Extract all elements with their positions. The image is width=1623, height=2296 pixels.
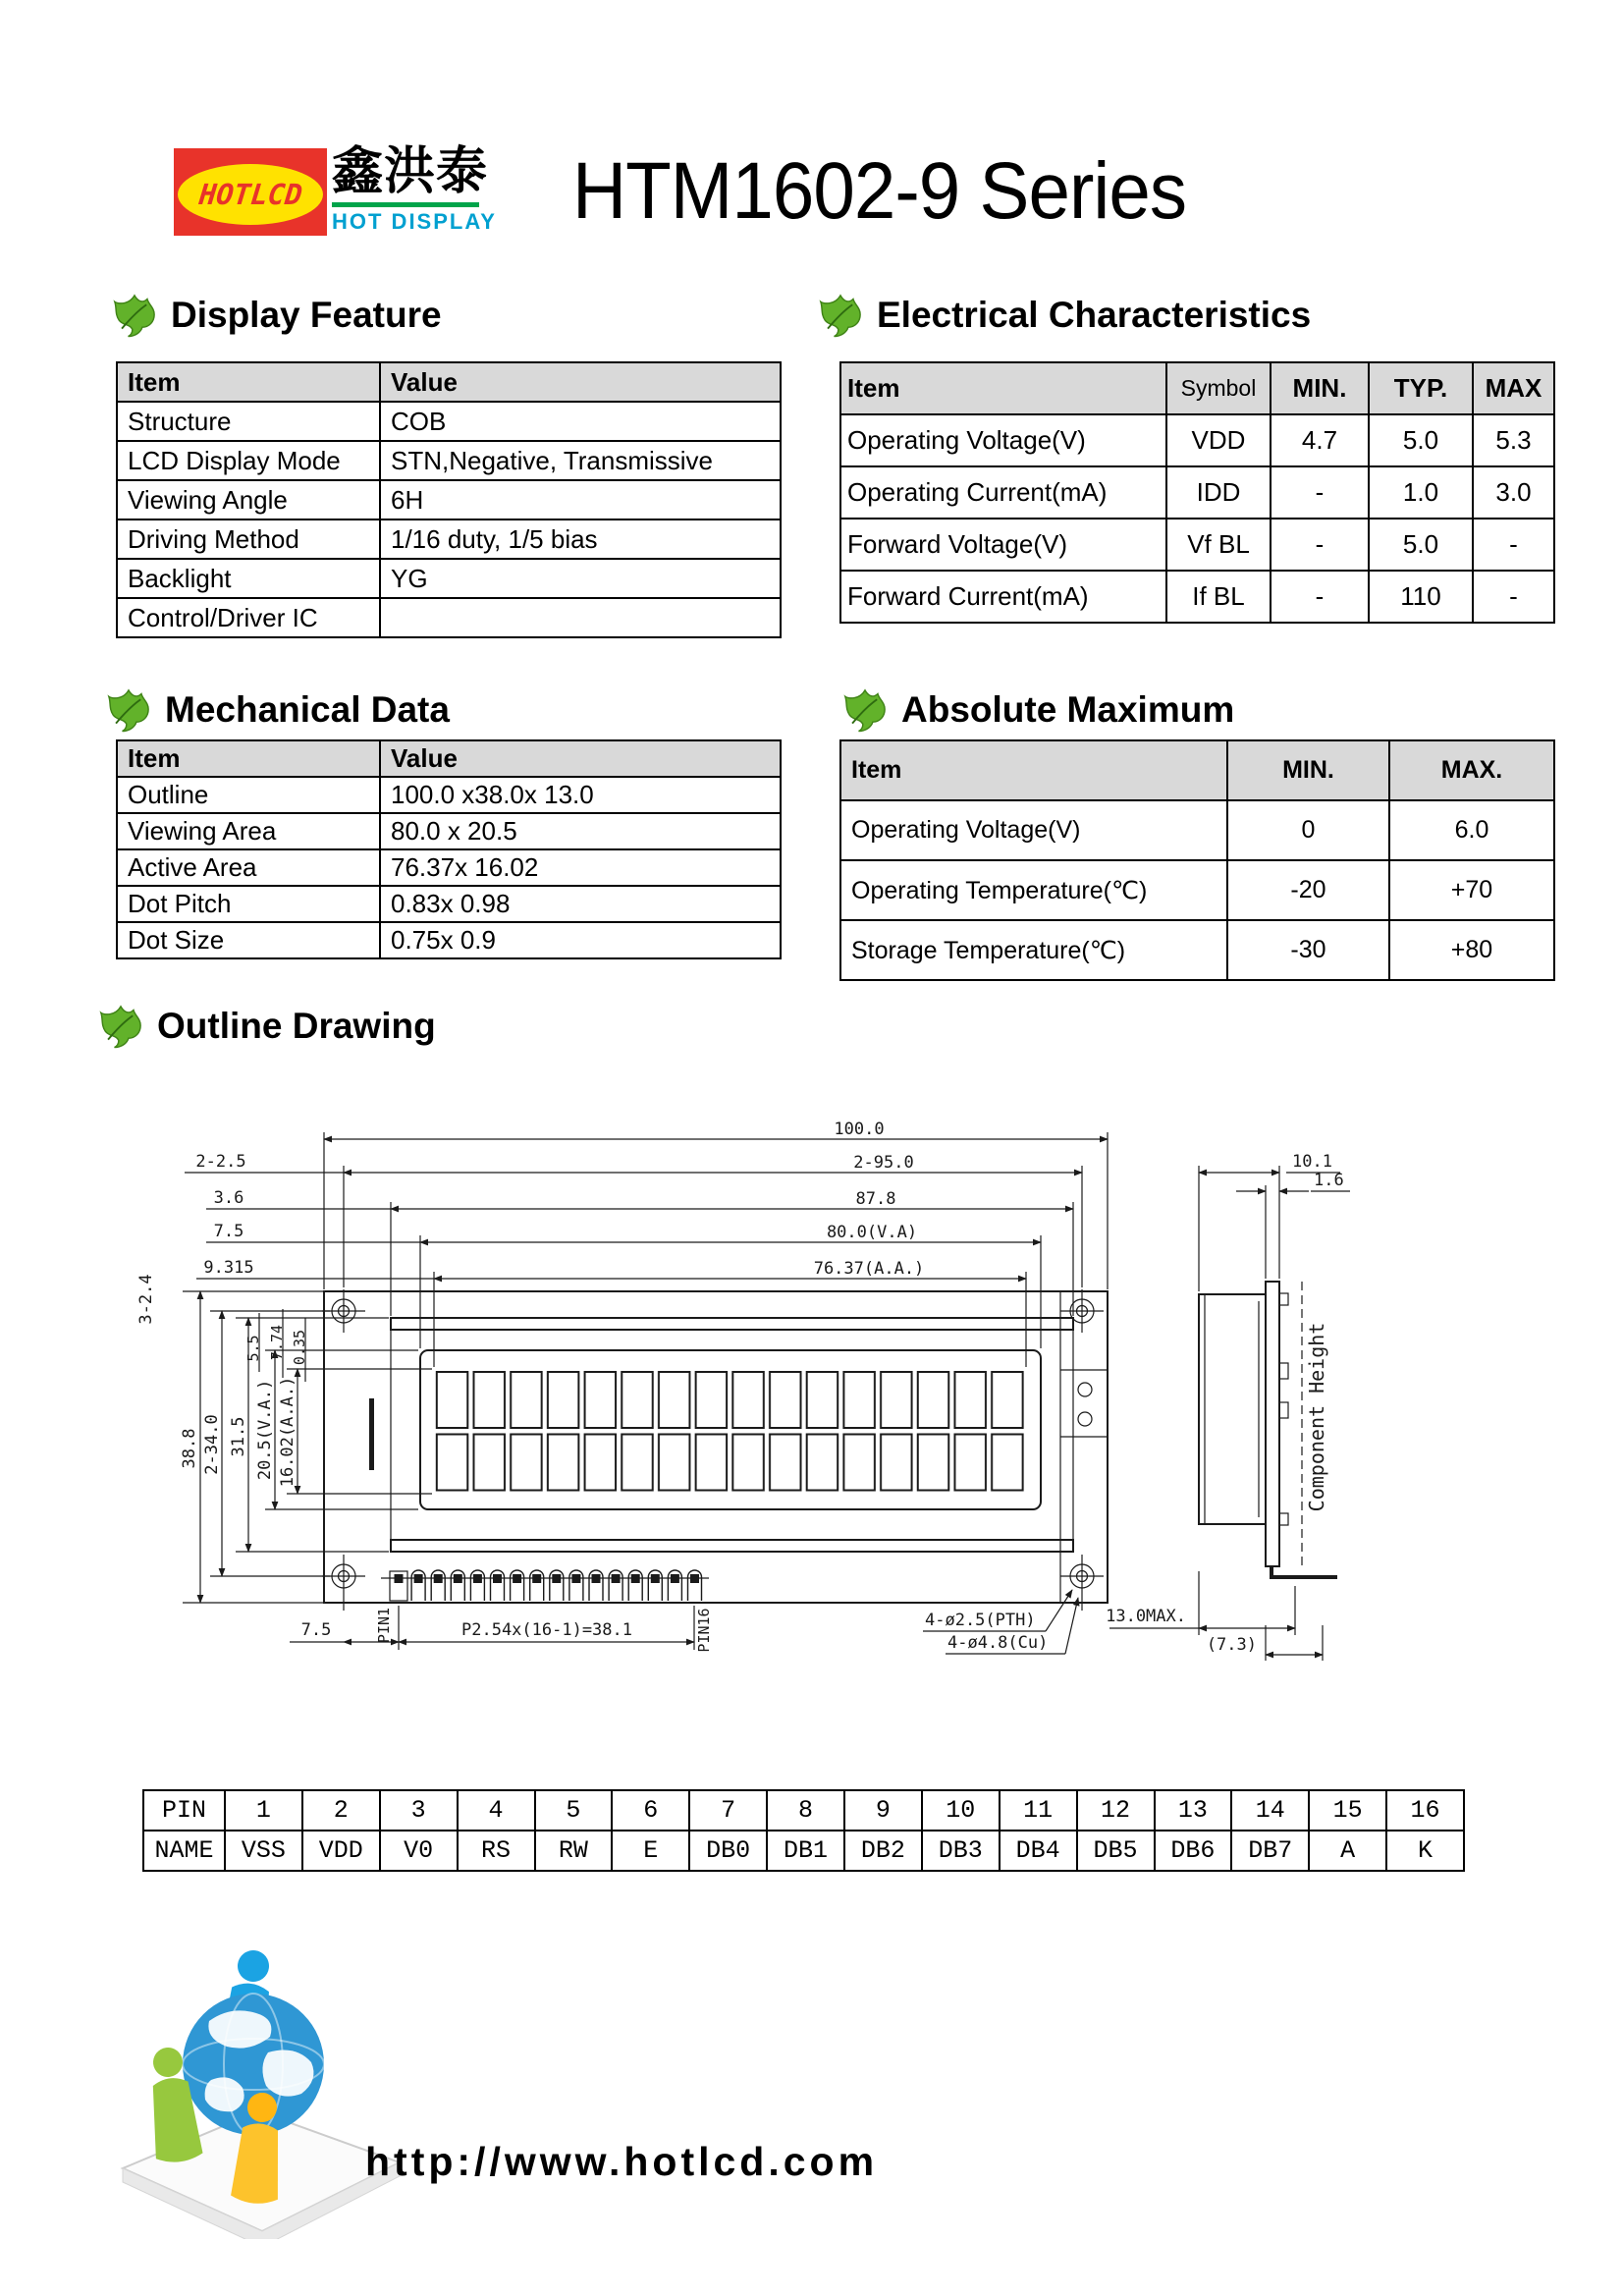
cell: 76.37x 16.02	[380, 849, 781, 886]
section-title: Display Feature	[171, 295, 442, 335]
logo-ellipse	[178, 164, 323, 225]
cell: LCD Display Mode	[117, 441, 380, 480]
section-mechanical	[106, 687, 450, 733]
cell: VDD	[1166, 414, 1271, 466]
cell: V0	[380, 1831, 458, 1871]
cell: Operating Voltage(V)	[840, 414, 1166, 466]
table-row	[117, 559, 781, 598]
cell: -	[1473, 519, 1554, 571]
cell: -	[1271, 519, 1369, 571]
table-row	[840, 800, 1554, 860]
section-electrical	[818, 293, 1311, 338]
cell	[380, 598, 781, 637]
col-header: Item	[840, 740, 1227, 800]
cell: Driving Method	[117, 519, 380, 559]
dim-label-pin-pitch: P2.54x(16-1)=38.1	[461, 1620, 632, 1640]
pin-row	[381, 1570, 709, 1601]
cell: Outline	[117, 777, 380, 813]
cell: 14	[1231, 1790, 1309, 1831]
dim-label-offset-9315: 9.315	[203, 1258, 254, 1278]
table-row	[840, 414, 1554, 466]
cell: PIN	[143, 1790, 225, 1831]
col-header: MAX	[1473, 362, 1554, 414]
hole-note-pth: 4-ø2.5(PTH)	[925, 1611, 1036, 1630]
backlight-terminal-hole	[1078, 1412, 1092, 1426]
table-row	[117, 480, 781, 519]
cell: RW	[535, 1831, 613, 1871]
table-row	[840, 571, 1554, 623]
display-feature-table	[116, 361, 782, 638]
pin16-label: PIN16	[695, 1608, 713, 1653]
dim-label-component-clearance: (7.3)	[1206, 1635, 1257, 1655]
backlight-terminal-hole	[1078, 1383, 1092, 1396]
col-header: Value	[380, 740, 781, 777]
cell: DB5	[1077, 1831, 1155, 1871]
cell: 1/16 duty, 1/5 bias	[380, 519, 781, 559]
cell: 110	[1369, 571, 1473, 623]
dim-label-viewing-width: 80.0(V.A)	[826, 1223, 918, 1242]
footer-globe-logo	[93, 1915, 417, 2239]
component-height-label: Component Height	[1305, 1322, 1328, 1512]
cell: Structure	[117, 402, 380, 441]
cell: DB0	[689, 1831, 767, 1871]
table-row	[117, 813, 781, 849]
cell: +80	[1389, 920, 1554, 980]
cell: -	[1473, 571, 1554, 623]
section-absolute	[842, 687, 1234, 733]
table-row	[117, 777, 781, 813]
cell: If BL	[1166, 571, 1271, 623]
cell: Active Area	[117, 849, 380, 886]
bent-pin	[1271, 1566, 1337, 1577]
cell: 5.3	[1473, 414, 1554, 466]
table-row	[117, 441, 781, 480]
mechanical-table	[116, 739, 782, 959]
cell: IDD	[1166, 466, 1271, 519]
dim-label-035: 0.35	[291, 1329, 308, 1366]
table-row	[840, 519, 1554, 571]
table-row	[117, 849, 781, 886]
table-row	[117, 402, 781, 441]
front-view	[324, 1291, 1108, 1603]
table-row	[840, 920, 1554, 980]
cell: 1.0	[1369, 466, 1473, 519]
logo-green-bar	[332, 202, 479, 207]
dim-label-pcb-thickness: 1.6	[1314, 1171, 1344, 1190]
cell: 6.0	[1389, 800, 1554, 860]
cell: Backlight	[117, 559, 380, 598]
col-header: Symbol	[1166, 362, 1271, 414]
col-header: TYP.	[1369, 362, 1473, 414]
dim-label-hole-dia: 2-2.5	[195, 1152, 246, 1172]
cell: 13	[1155, 1790, 1232, 1831]
dim-label-active-height: 16.02(A.A.)	[278, 1376, 298, 1488]
cell: 2	[302, 1790, 380, 1831]
cell: 6	[612, 1790, 689, 1831]
cell: RS	[458, 1831, 535, 1871]
cell: A	[1309, 1831, 1386, 1871]
cell: 5.0	[1369, 414, 1473, 466]
cell: 0.83x 0.98	[380, 886, 781, 922]
cell: 80.0 x 20.5	[380, 813, 781, 849]
dim-label-bezel-width: 87.8	[855, 1189, 896, 1209]
col-header: Value	[380, 362, 781, 402]
cell: 4	[458, 1790, 535, 1831]
cell: 1	[225, 1790, 302, 1831]
electrical-table	[839, 361, 1555, 624]
section-title: Outline Drawing	[157, 1006, 436, 1046]
company-logo	[174, 148, 327, 236]
side-view	[1106, 1152, 1350, 1661]
cell: 5.0	[1369, 519, 1473, 571]
section-title: Mechanical Data	[165, 689, 450, 730]
website-url: http://www.hotlcd.com	[365, 2139, 879, 2184]
cell: Operating Voltage(V)	[840, 800, 1227, 860]
col-header: Item	[840, 362, 1166, 414]
cell: DB1	[767, 1831, 844, 1871]
cell: 8	[767, 1790, 844, 1831]
cell: Dot Size	[117, 922, 380, 958]
outline-drawing-svg	[128, 1075, 1591, 1704]
col-header: MAX.	[1389, 740, 1554, 800]
cell: 9	[844, 1790, 922, 1831]
table-row	[117, 598, 781, 637]
cell: Viewing Area	[117, 813, 380, 849]
cell: COB	[380, 402, 781, 441]
col-header: Item	[117, 362, 380, 402]
cell: 10	[922, 1790, 1000, 1831]
pin-name-row	[143, 1831, 1464, 1871]
cell: 15	[1309, 1790, 1386, 1831]
cell: VSS	[225, 1831, 302, 1871]
col-header: MIN.	[1227, 740, 1389, 800]
dim-label-max-thickness: 13.0MAX.	[1106, 1607, 1186, 1626]
cell: 11	[1000, 1790, 1077, 1831]
dim-label-side-width: 10.1	[1292, 1152, 1332, 1172]
cell: K	[1386, 1831, 1464, 1871]
dim-label-hole-vspacing: 2-34.0	[202, 1414, 222, 1475]
lcd-character-grid	[434, 1369, 1026, 1494]
cell: 4.7	[1271, 414, 1369, 466]
dim-label-offset-36: 3.6	[213, 1188, 244, 1208]
dim-label-offset-75: 7.5	[213, 1222, 244, 1241]
cell: Storage Temperature(℃)	[840, 920, 1227, 980]
dim-label-bezel-height: 31.5	[229, 1416, 248, 1457]
cell: 100.0 x38.0x 13.0	[380, 777, 781, 813]
logo-chinese-name: 鑫洪泰	[332, 143, 489, 200]
cell: DB6	[1155, 1831, 1232, 1871]
pin-table	[142, 1789, 1465, 1872]
pin1-label: PIN1	[375, 1607, 393, 1644]
cell: YG	[380, 559, 781, 598]
cell: Operating Current(mA)	[840, 466, 1166, 519]
cell: E	[612, 1831, 689, 1871]
leaf-icon	[842, 687, 888, 733]
table-row	[117, 519, 781, 559]
table-row	[840, 466, 1554, 519]
dim-label-pin-offset: 7.5	[300, 1620, 332, 1640]
leaf-icon	[818, 293, 863, 338]
table-row	[117, 886, 781, 922]
dim-label-774: 7.74	[268, 1324, 286, 1361]
cell: NAME	[143, 1831, 225, 1871]
dim-label-corner: 3-2.4	[136, 1274, 156, 1325]
col-header: Item	[117, 740, 380, 777]
cell: -30	[1227, 920, 1389, 980]
cell: 7	[689, 1790, 767, 1831]
hole-note-cu: 4-ø4.8(Cu)	[947, 1633, 1049, 1653]
hole-callouts	[923, 1590, 1078, 1654]
cell: Dot Pitch	[117, 886, 380, 922]
section-outline-drawing	[98, 1004, 436, 1049]
cell: DB4	[1000, 1831, 1077, 1871]
cell: 16	[1386, 1790, 1464, 1831]
pin-number-row	[143, 1790, 1464, 1831]
table-row	[117, 922, 781, 958]
col-header: MIN.	[1271, 362, 1369, 414]
leaf-icon	[106, 687, 151, 733]
cell: +70	[1389, 860, 1554, 920]
cell: 3	[380, 1790, 458, 1831]
leaf-icon	[98, 1004, 143, 1049]
cell: -	[1271, 571, 1369, 623]
cell: STN,Negative, Transmissive	[380, 441, 781, 480]
cell: 3.0	[1473, 466, 1554, 519]
cell: DB3	[922, 1831, 1000, 1871]
page-title: HTM1602-9 Series	[572, 146, 1187, 236]
dim-label-55: 5.5	[244, 1335, 262, 1362]
dim-label-hole-spacing: 2-95.0	[853, 1153, 914, 1173]
outline-drawing	[128, 1075, 1591, 1704]
cell: Viewing Angle	[117, 480, 380, 519]
dim-label-active-width: 76.37(A.A.)	[813, 1259, 925, 1279]
absolute-maximum-table	[839, 739, 1555, 981]
dim-label-overall-width: 100.0	[834, 1120, 885, 1139]
table-row	[840, 860, 1554, 920]
cell: 6H	[380, 480, 781, 519]
cell: DB7	[1231, 1831, 1309, 1871]
cell: VDD	[302, 1831, 380, 1871]
left-dimensions	[136, 1274, 432, 1603]
cell: 0.75x 0.9	[380, 922, 781, 958]
section-title: Absolute Maximum	[901, 689, 1235, 730]
logo-tagline: HOT DISPLAY	[332, 209, 497, 234]
section-display-feature	[112, 293, 442, 338]
cell: Vf BL	[1166, 519, 1271, 571]
cell: Forward Current(mA)	[840, 571, 1166, 623]
section-title: Electrical Characteristics	[877, 295, 1312, 335]
cell: -	[1271, 466, 1369, 519]
cell: -20	[1227, 860, 1389, 920]
cell: Control/Driver IC	[117, 598, 380, 637]
cell: 0	[1227, 800, 1389, 860]
dim-label-overall-height: 38.8	[180, 1428, 199, 1469]
bottom-dimensions	[290, 1606, 713, 1653]
cell: 12	[1077, 1790, 1155, 1831]
dim-label-viewing-height: 20.5(V.A.)	[255, 1379, 275, 1481]
cell: Operating Temperature(℃)	[840, 860, 1227, 920]
logo-mark-text: HOTLCD	[196, 178, 304, 211]
cell: 5	[535, 1790, 613, 1831]
cell: Forward Voltage(V)	[840, 519, 1166, 571]
leaf-icon	[112, 293, 157, 338]
cell: DB2	[844, 1831, 922, 1871]
